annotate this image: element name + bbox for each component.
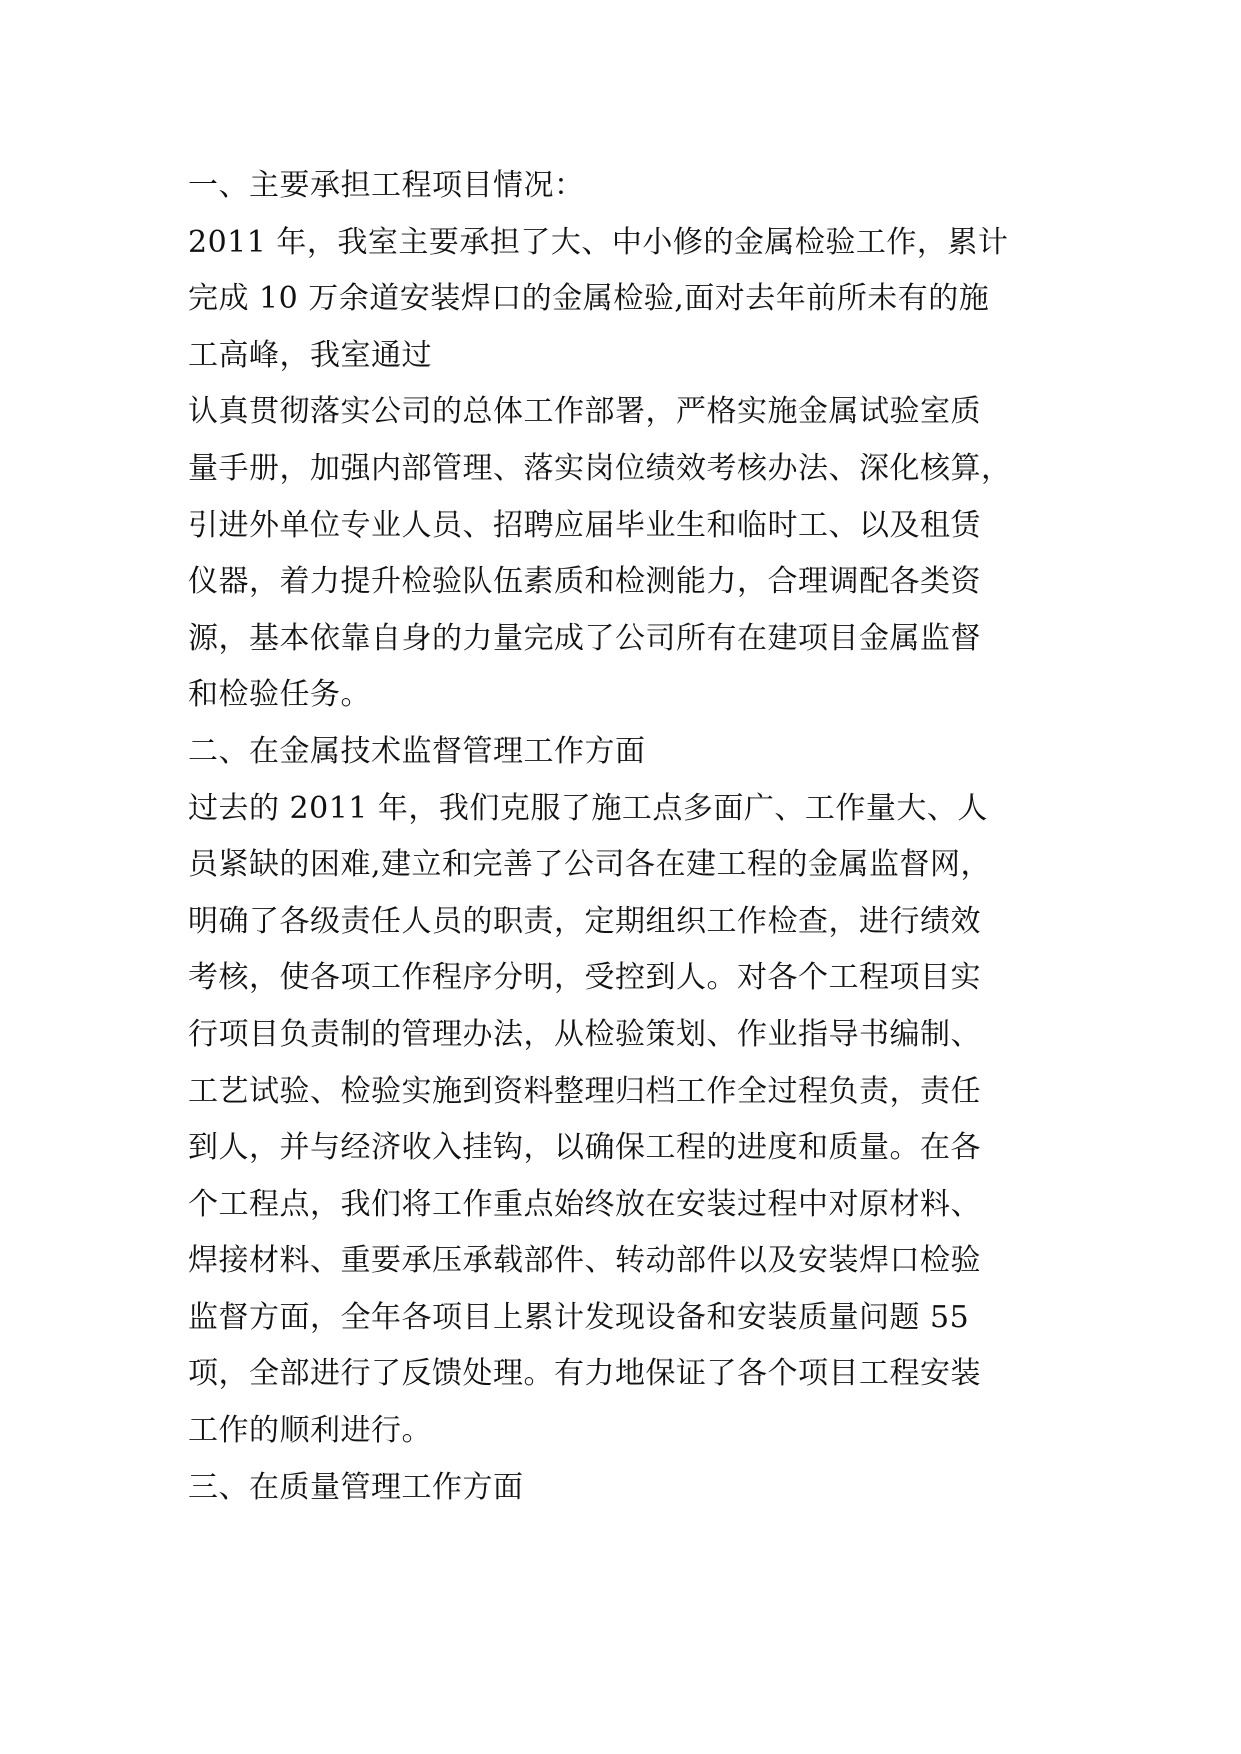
text-line: 考核，使各项工作程序分明，受控到人。对各个工程项目实 <box>188 960 981 996</box>
text-line: 引进外单位专业人员、招聘应届毕业生和临时工、以及租赁 <box>188 507 981 543</box>
text-line: 2011 年，我室主要承担了大、中小修的金属检验工作，累计 <box>188 224 1009 260</box>
text-line: 过去的 2011 年，我们克服了施工点多面广、工作量大、人 <box>188 790 988 826</box>
text-line: 焊接材料、重要承压承载部件、转动部件以及安装焊口检验 <box>188 1243 981 1279</box>
text-line: 到人，并与经济收入挂钩，以确保工程的进度和质量。在各 <box>188 1130 981 1166</box>
text-line: 项，全部进行了反馈处理。有力地保证了各个项目工程安装 <box>188 1356 981 1392</box>
text-line: 个工程点，我们将工作重点始终放在安装过程中对原材料、 <box>188 1186 981 1222</box>
text-line: 明确了各级责任人员的职责，定期组织工作检查，进行绩效 <box>188 903 981 939</box>
text-line: 仪器，着力提升检验队伍素质和检测能力，合理调配各类资 <box>188 564 981 600</box>
text-line: 员紧缺的困难,建立和完善了公司各在建工程的金属监督网， <box>188 847 992 883</box>
text-line: 工作的顺利进行。 <box>188 1413 432 1449</box>
text-line: 工艺试验、检验实施到资料整理归档工作全过程负责，责任 <box>188 1073 981 1109</box>
section-heading-1: 一、主要承担工程项目情况： <box>188 168 585 203</box>
section-heading-2: 二、在金属技术监督管理工作方面 <box>188 733 646 769</box>
text-line: 量手册，加强内部管理、落实岗位绩效考核办法、深化核算， <box>188 450 1012 486</box>
text-line: 行项目负责制的管理办法，从检验策划、作业指导书编制、 <box>188 1016 981 1052</box>
section-heading-3: 三、在质量管理工作方面 <box>188 1469 524 1505</box>
document-body <box>188 158 1068 1516</box>
text-line: 和检验任务。 <box>188 677 371 713</box>
text-line: 认真贯彻落实公司的总体工作部署，严格实施金属试验室质 <box>188 394 981 430</box>
text-line: 完成 10 万余道安装焊口的金属检验,面对去年前所未有的施 <box>188 281 990 317</box>
text-line: 监督方面，全年各项目上累计发现设备和安装质量问题 55 <box>188 1299 970 1335</box>
text-line: 源，基本依靠自身的力量完成了公司所有在建项目金属监督 <box>188 620 981 656</box>
text-line: 工高峰，我室通过 <box>188 337 432 373</box>
